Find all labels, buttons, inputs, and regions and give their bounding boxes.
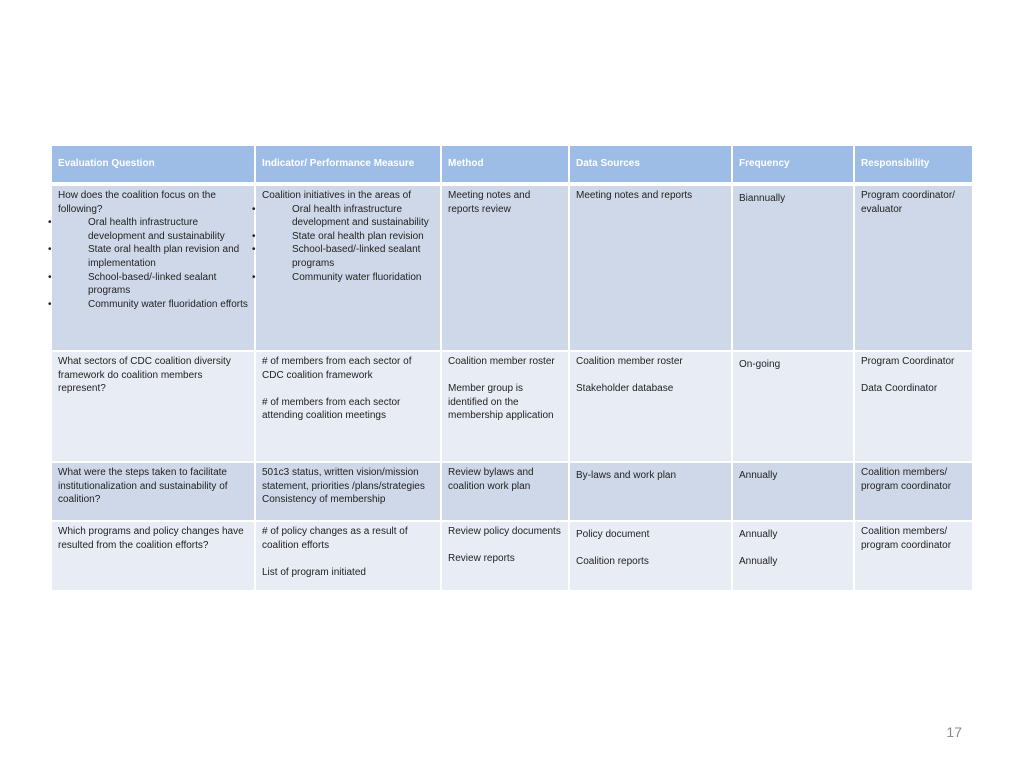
header-data-sources: Data Sources	[570, 146, 733, 186]
method-line: Review policy documents	[448, 526, 561, 537]
indicator-line: # of policy changes as a result of coalition efforts	[262, 526, 408, 551]
indicator-bullet-list	[262, 203, 434, 285]
cell-responsibility: Coalition members/ program coordinator	[855, 463, 972, 522]
method-line: Coalition member roster	[448, 356, 555, 367]
cell-data-sources	[570, 522, 733, 592]
cell-frequency	[733, 463, 855, 522]
method-line: Member group is identified on the membership application	[448, 383, 554, 422]
responsibility-line: Data Coordinator	[861, 383, 938, 395]
list-item: • Oral health infrastructure development and sustainability	[58, 216, 248, 243]
frequency-line: Annually	[739, 556, 778, 568]
header-method: Method	[442, 146, 570, 186]
frequency-value: On-going	[739, 359, 781, 370]
list-item: • School-based/-linked sealant programs	[262, 243, 434, 270]
cell-indicator	[256, 352, 442, 463]
source-line: Policy document	[576, 529, 650, 540]
indicator-line: # of members from each sector of CDC coalition framework	[262, 356, 412, 381]
cell-method	[442, 522, 570, 592]
cell-data-sources: Meeting notes and reports	[570, 186, 733, 352]
cell-method: Meeting notes and reports review	[442, 186, 570, 352]
list-item: • State oral health plan revision	[262, 230, 434, 244]
list-item: • State oral health plan revision and implementation	[58, 243, 248, 270]
list-item: • School-based/-linked sealant programs	[58, 271, 248, 298]
indicator-line: Consistency of membership	[262, 494, 386, 506]
table-row	[52, 186, 972, 352]
source-line: Coalition reports	[576, 556, 649, 568]
frequency-value: Annually	[739, 470, 778, 481]
cell-indicator	[256, 186, 442, 352]
cell-data-sources	[570, 463, 733, 522]
list-item: • Community water fluoridation	[262, 271, 434, 285]
table-row	[52, 522, 972, 592]
indicator-line: 501c3 status, written vision/mission statement, priorities /plans/strategies	[262, 467, 425, 492]
evaluation-table	[52, 146, 972, 592]
responsibility-line: Program Coordinator	[861, 356, 955, 367]
indicator-intro: Coalition initiatives in the areas of	[262, 190, 411, 201]
page-number: 17	[946, 724, 962, 740]
source-value: By-laws and work plan	[576, 470, 677, 481]
cell-method	[442, 352, 570, 463]
cell-indicator	[256, 522, 442, 592]
source-line: Stakeholder database	[576, 383, 674, 395]
header-responsibility: Responsibility	[855, 146, 972, 186]
table-row	[52, 352, 972, 463]
method-line: Review reports	[448, 553, 515, 565]
cell-indicator	[256, 463, 442, 522]
cell-responsibility: Coalition members/ program coordinator	[855, 522, 972, 592]
cell-question: What sectors of CDC coalition diversity framework do coalition members represent?	[52, 352, 256, 463]
list-item: • Oral health infrastructure development and sustainability	[262, 203, 434, 230]
question-bullet-list	[58, 216, 248, 311]
cell-frequency	[733, 352, 855, 463]
frequency-line: Annually	[739, 529, 778, 540]
source-line: Coalition member roster	[576, 356, 683, 367]
header-indicator: Indicator/ Performance Measure	[256, 146, 442, 186]
table-row	[52, 463, 972, 522]
cell-question: What were the steps taken to facilitate institutionalization and sustainability of coalition?	[52, 463, 256, 522]
question-intro: How does the coalition focus on the following?	[58, 190, 216, 215]
cell-question: Which programs and policy changes have resulted from the coalition efforts?	[52, 522, 256, 592]
header-evaluation-question: Evaluation Question	[52, 146, 256, 186]
cell-data-sources	[570, 352, 733, 463]
cell-responsibility	[855, 352, 972, 463]
cell-question	[52, 186, 256, 352]
list-item: • Community water fluoridation efforts	[58, 298, 248, 312]
cell-frequency	[733, 522, 855, 592]
cell-frequency	[733, 186, 855, 352]
indicator-line: # of members from each sector attending coalition meetings	[262, 396, 401, 422]
indicator-line: List of program initiated	[262, 566, 366, 578]
table-header-row	[52, 146, 972, 186]
header-frequency: Frequency	[733, 146, 855, 186]
frequency-value: Biannually	[739, 193, 786, 204]
cell-method: Review bylaws and coalition work plan	[442, 463, 570, 522]
cell-responsibility: Program coordinator/ evaluator	[855, 186, 972, 352]
